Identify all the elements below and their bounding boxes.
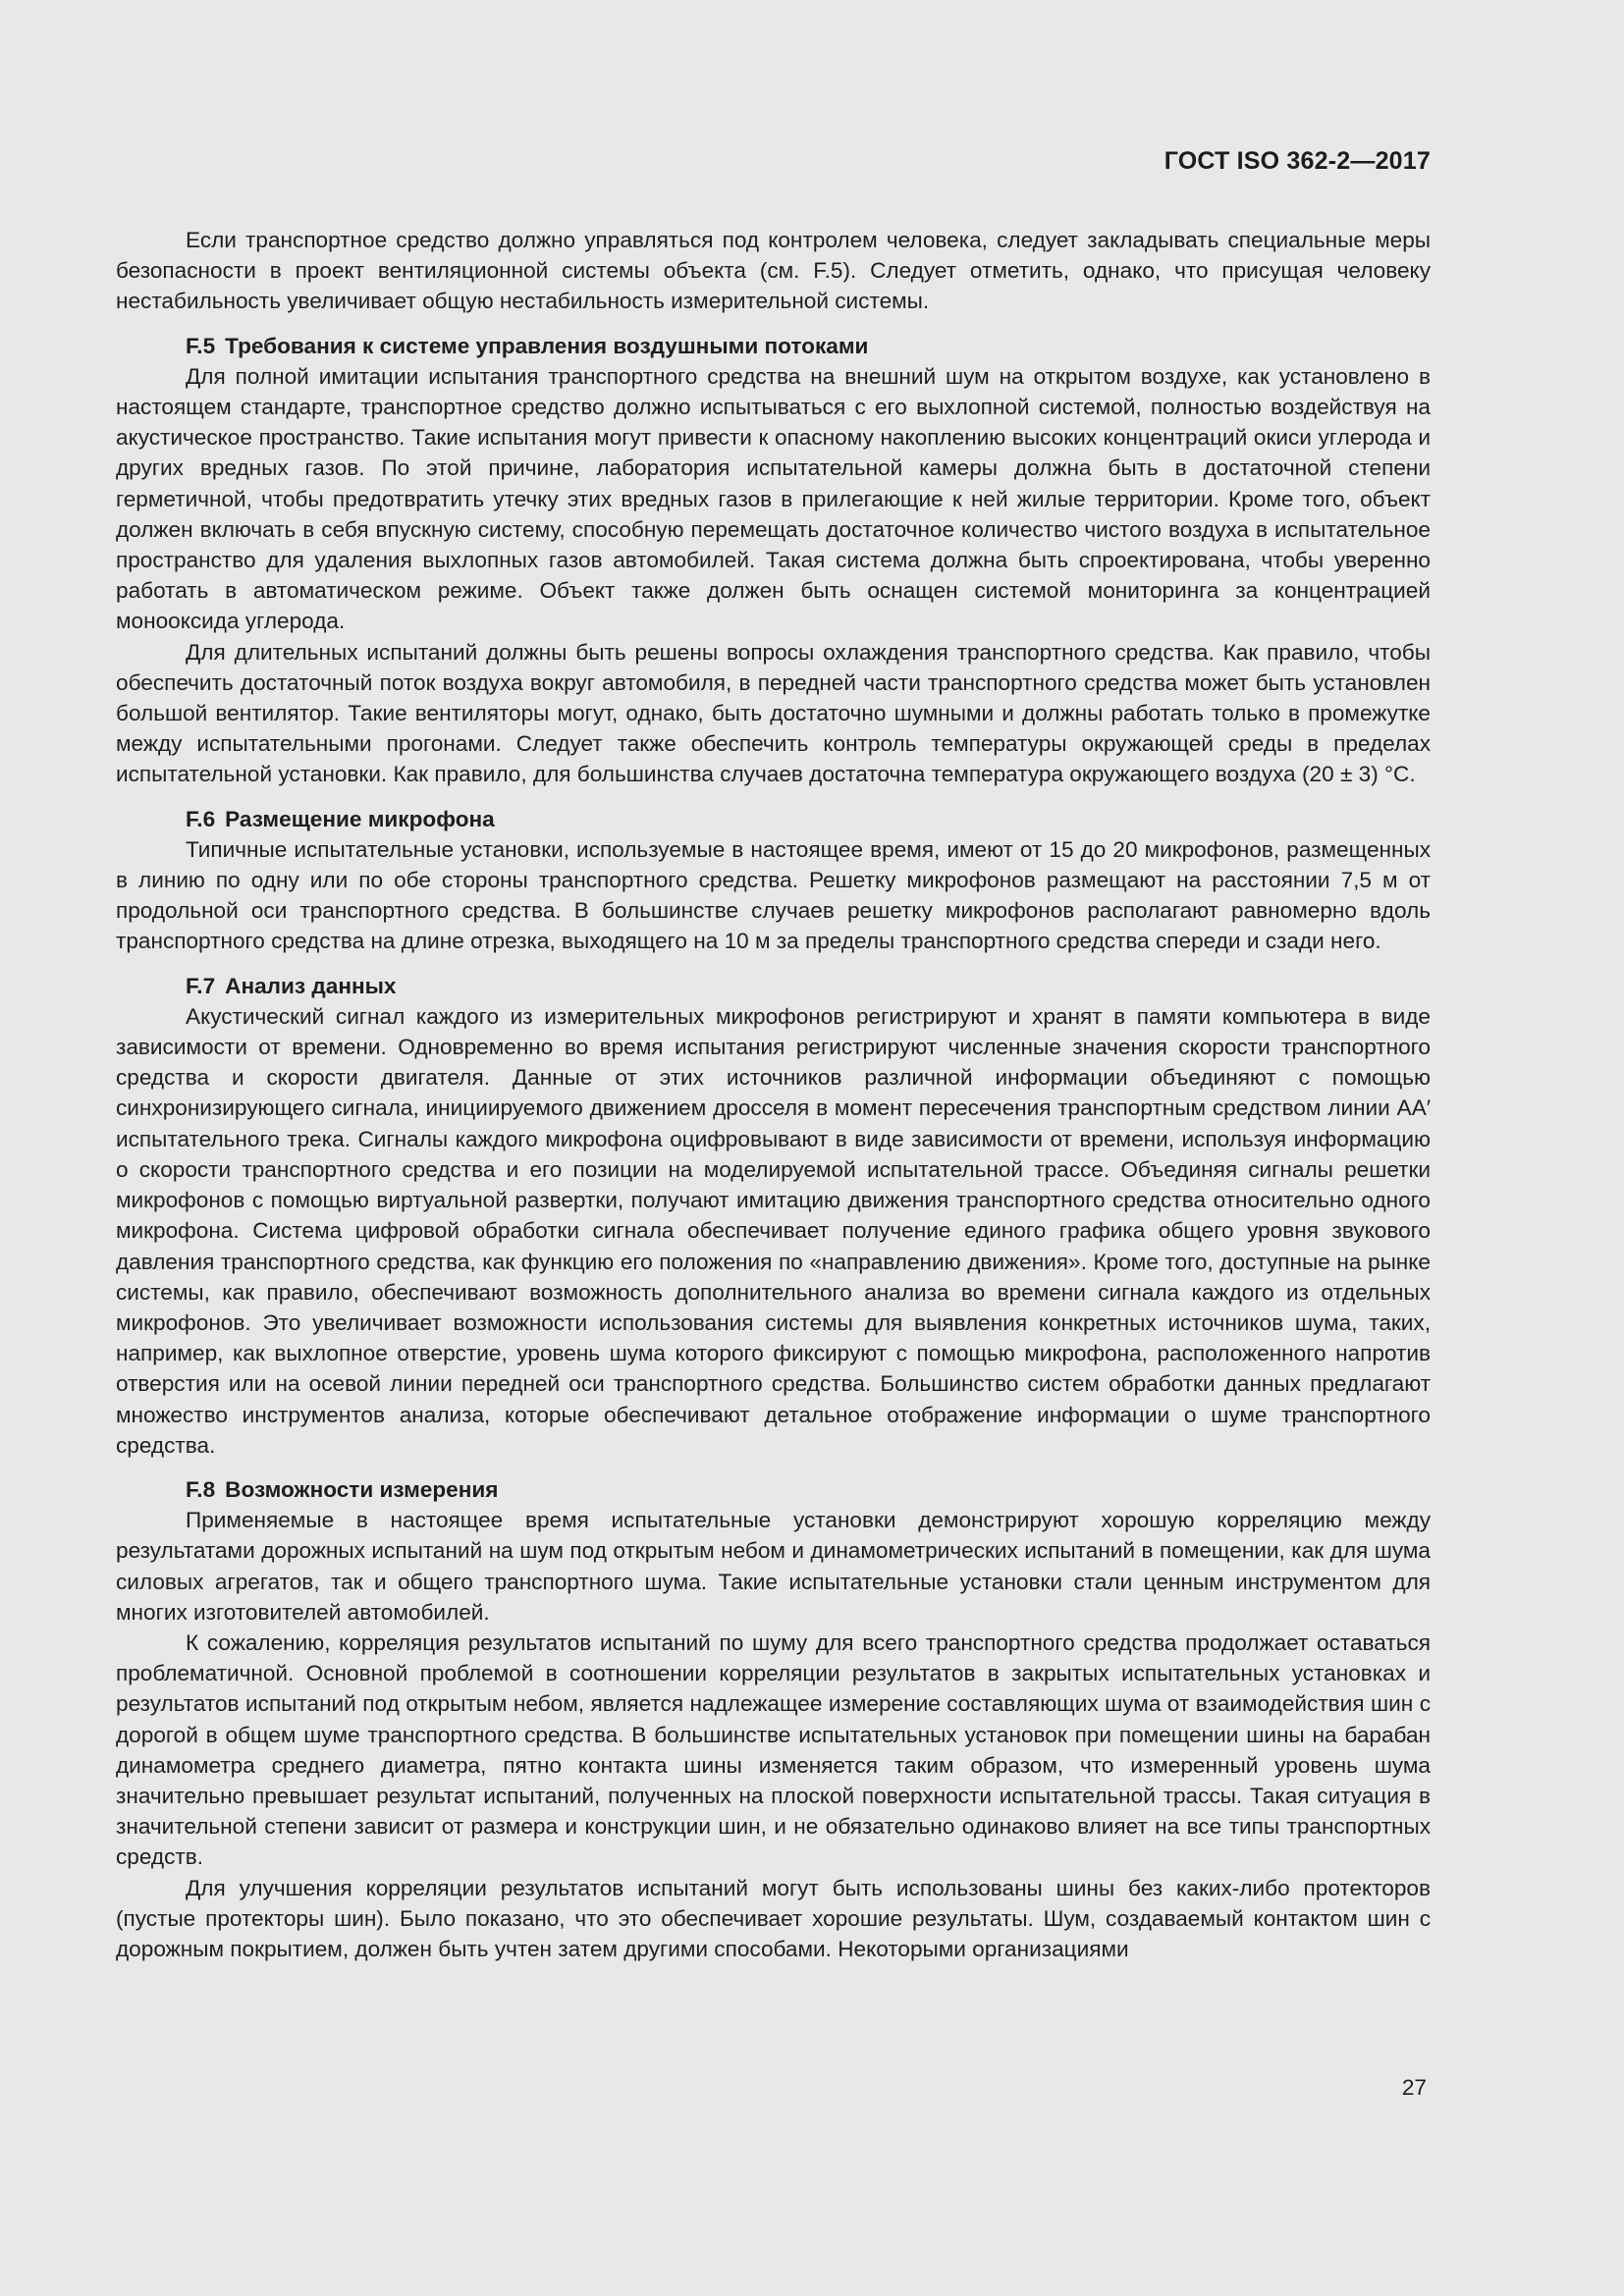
section-heading-f6 (186, 804, 1431, 834)
paragraph: Применяемые в настоящее время испытательные установки демонстрируют хорошую корреляцию между результатами дорожных испытаний на шум под открытым небом и динамометрических испытаний в помещении, как для шума силовых агрегатов, так и общего транспортного шума. Такие испытательные установки стали ценным инструментом для многих изготовителей автомобилей. (116, 1508, 1431, 1625)
section-number: F.8 (186, 1476, 216, 1502)
document-header: ГОСТ ISO 362-2—2017 (1164, 147, 1431, 175)
paragraph: Для полной имитации испытания транспортного средства на внешний шум на открытом воздухе, как установлено в настоящем стандарте, транспортное средство должно испытываться с его выхлопной системой, полностью воздействуя на акустическое пространство. Такие испытания могут привести к опасному накоплению высоких концентраций окиси углерода и других вредных газов. По этой причине, лаборатория испытательной камеры должна быть в достаточной степени герметичной, чтобы предотвратить утечку этих вредных газов в прилегающие к ней жилые территории. Кроме того, объект должен включать в себя впускную систему, способную перемещать достаточное количество чистого воздуха в испытательное пространство для удаления выхлопных газов автомобилей. Такая система должна быть спроектирована, чтобы уверенно работать в автоматическом режиме. Объект также должен быть оснащен системой мониторинга за концентрацией монооксида углерода. (116, 363, 1431, 634)
section-number: F.6 (186, 806, 216, 831)
paragraph: Акустический сигнал каждого из измерительных микрофонов регистрируют и хранят в памяти компьютера в виде зависимости от времени. Одновременно во время испытания регистрируют численные значения скорости транспортного средства и скорости двигателя. Данные от этих источников различной информации объединяют с помощью синхронизирующего сигнала, инициируемого движением дросселя в момент пересечения транспортным средством линии АА′ испытательного трека. Сигналы каждого микрофона оцифровывают в виде зависимости от времени, используя информацию о скорости транспортного средства и его позиции на моделируемой испытательной трассе. Объединяя сигналы решетки микрофонов с помощью виртуальной развертки, получают имитацию движения транспортного средства относительно одного микрофона. Система цифровой обработки сигнала обеспечивает получение единого графика общего уровня звукового давления транспортного средства, как функцию его положения по «направлению движения». Кроме того, доступные на рынке системы, как правило, обеспечивают возможность дополнительного анализа во времени сигнала каждого из отдельных микрофонов. Это увеличивает возможности использования системы для выявления конкретных источников шума, таких, например, как выхлопное отверстие, уровень шума которого фиксируют с помощью микрофона, расположенного напротив отверстия или на осевой линии передней оси транспортного средства. Большинство систем обработки данных предлагают множество инструментов анализа, которые обеспечивают детальное отображение информации о шуме транспортного средства. (116, 1003, 1431, 1458)
section-heading-f7 (186, 971, 1431, 1001)
section-number: F.7 (186, 973, 216, 998)
paragraph: К сожалению, корреляция результатов испытаний по шуму для всего транспортного средства продолжает оставаться проблематичной. Основной проблемой в соотношении корреляции результатов в закрытых испытательных установках и результатов испытаний под открытым небом, является надлежащее измерение составляющих шума от взаимодействия шин с дорогой в общем шуме транспортного средства. В большинстве испытательных установок при помещении шины на барабан динамометра среднего диаметра, пятно контакта шины изменяется таким образом, что измеренный уровень шума значительно превышает результат испытаний, полученных на плоской поверхности испытательной трассы. Такая ситуация в значительной степени зависит от размера и конструкции шин, и не обязательно одинаково влияет на все типы транспортных средств. (116, 1629, 1431, 1870)
section-title: Требования к системе управления воздушными потоками (225, 333, 869, 358)
section-number: F.5 (186, 333, 216, 358)
intro-paragraph: Если транспортное средство должно управляться под контролем человека, следует закладывать специальные меры безопасности в проект вентиляционной системы объекта (см. F.5). Следует отметить, однако, что присущая человеку нестабильность увеличивает общую нестабильность измерительной системы. (116, 228, 1431, 314)
section-heading-f8 (186, 1474, 1431, 1505)
section-title: Возможности измерения (225, 1476, 499, 1502)
section-heading-f5 (186, 331, 1431, 361)
section-title: Анализ данных (225, 973, 397, 998)
paragraph: Типичные испытательные установки, используемые в настоящее время, имеют от 15 до 20 микрофонов, размещенных в линию по одну или по обе стороны транспортного средства. Решетку микрофонов размещают на расстоянии 7,5 м от продольной оси транспортного средства. В большинстве случаев решетку микрофонов располагают равномерно вдоль транспортного средства на длине отрезка, выходящего на 10 м за пределы транспортного средства спереди и сзади него. (116, 836, 1431, 954)
paragraph: Для улучшения корреляции результатов испытаний могут быть использованы шины без каких-либо протекторов (пустые протекторы шин). Было показано, что это обеспечивает хорошие результаты. Шум, создаваемый контактом шин с дорожным покрытием, должен быть учтен затем другими способами. Некоторыми организациями (116, 1875, 1431, 1961)
paragraph: Для длительных испытаний должны быть решены вопросы охлаждения транспортного средства. Как правило, чтобы обеспечить достаточный поток воздуха вокруг автомобиля, в передней части транспортного средства может быть установлен большой вентилятор. Такие вентиляторы могут, однако, быть достаточно шумными и должны работать только в промежутке между испытательными прогонами. Следует также обеспечить контроль температуры окружающей среды в пределах испытательной установки. Как правило, для большинства случаев достаточна температура окружающего воздуха (20 ± 3) °С. (116, 639, 1431, 787)
document-body (116, 225, 1431, 1964)
section-title: Размещение микрофона (225, 806, 495, 831)
page-number: 27 (1401, 2075, 1427, 2100)
